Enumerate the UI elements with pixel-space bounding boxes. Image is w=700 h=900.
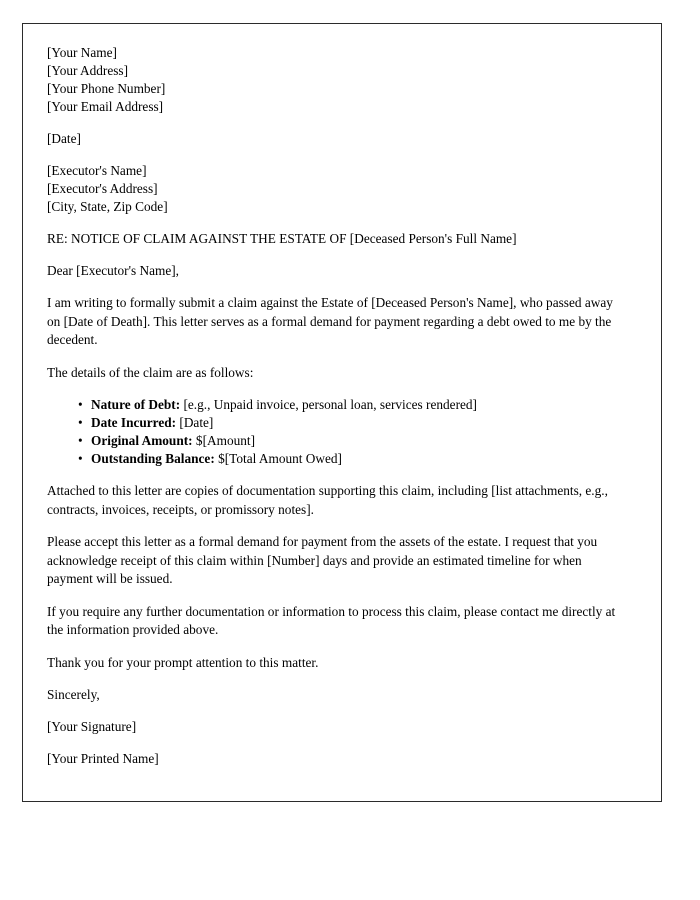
paragraph-demand: Please accept this letter as a formal demand for payment from the assets of the estate. I request that you acknowledge receipt of this claim within [Number] days and provide an estimated timeline for when payment will be issued.: [47, 534, 598, 586]
date-line: [Date]: [47, 131, 81, 146]
claim-label: Date Incurred:: [91, 415, 177, 430]
claim-value: [e.g., Unpaid invoice, personal loan, services rendered]: [183, 397, 477, 412]
executor-address: [Executor's Address]: [47, 181, 158, 196]
signature-placeholder: [Your Signature]: [47, 719, 137, 734]
claim-value: $[Amount]: [195, 433, 256, 448]
list-item: [47, 396, 621, 414]
sender-address: [Your Address]: [47, 63, 129, 78]
sender-email: [Your Email Address]: [47, 99, 164, 114]
claim-details-list: [47, 396, 621, 468]
list-item: [47, 450, 621, 468]
claim-value: [Date]: [179, 415, 214, 430]
date-block: [47, 130, 621, 148]
claim-value: $[Total Amount Owed]: [218, 451, 342, 466]
document-page: [22, 23, 662, 802]
letter-body: [47, 44, 621, 782]
closing-salutation: Sincerely,: [47, 687, 100, 702]
paragraph-thanks: Thank you for your prompt attention to this matter.: [47, 654, 319, 670]
claim-details-intro: The details of the claim are as follows:: [47, 364, 254, 380]
claim-label: Outstanding Balance:: [91, 451, 215, 466]
list-item: [47, 414, 621, 432]
claim-label: Original Amount:: [91, 433, 193, 448]
list-item: [47, 432, 621, 450]
sender-phone: [Your Phone Number]: [47, 81, 166, 96]
paragraph-opening: I am writing to formally submit a claim against the Estate of [Deceased Person's Name], who passed away on [Date of Death]. This letter serves as a formal demand for payment regarding a debt owed to me by the decedent.: [47, 295, 613, 347]
paragraph-attachments: Attached to this letter are copies of documentation supporting this claim, including [list attachments, e.g., contracts, invoices, receipts, or promissory notes].: [47, 483, 608, 517]
sender-name: [Your Name]: [47, 45, 117, 60]
recipient-address-block: [47, 162, 621, 216]
paragraph-contact: If you require any further documentation or information to process this claim, please contact me directly at the information provided above.: [47, 603, 616, 637]
printed-name-placeholder: [Your Printed Name]: [47, 751, 159, 766]
executor-city-state-zip: [City, State, Zip Code]: [47, 199, 168, 214]
sender-address-block: [47, 44, 621, 116]
claim-label: Nature of Debt:: [91, 397, 181, 412]
salutation: Dear [Executor's Name],: [47, 263, 179, 278]
subject-re-line: RE: NOTICE OF CLAIM AGAINST THE ESTATE OF [Deceased Person's Full Name]: [47, 231, 517, 246]
executor-name: [Executor's Name]: [47, 163, 147, 178]
